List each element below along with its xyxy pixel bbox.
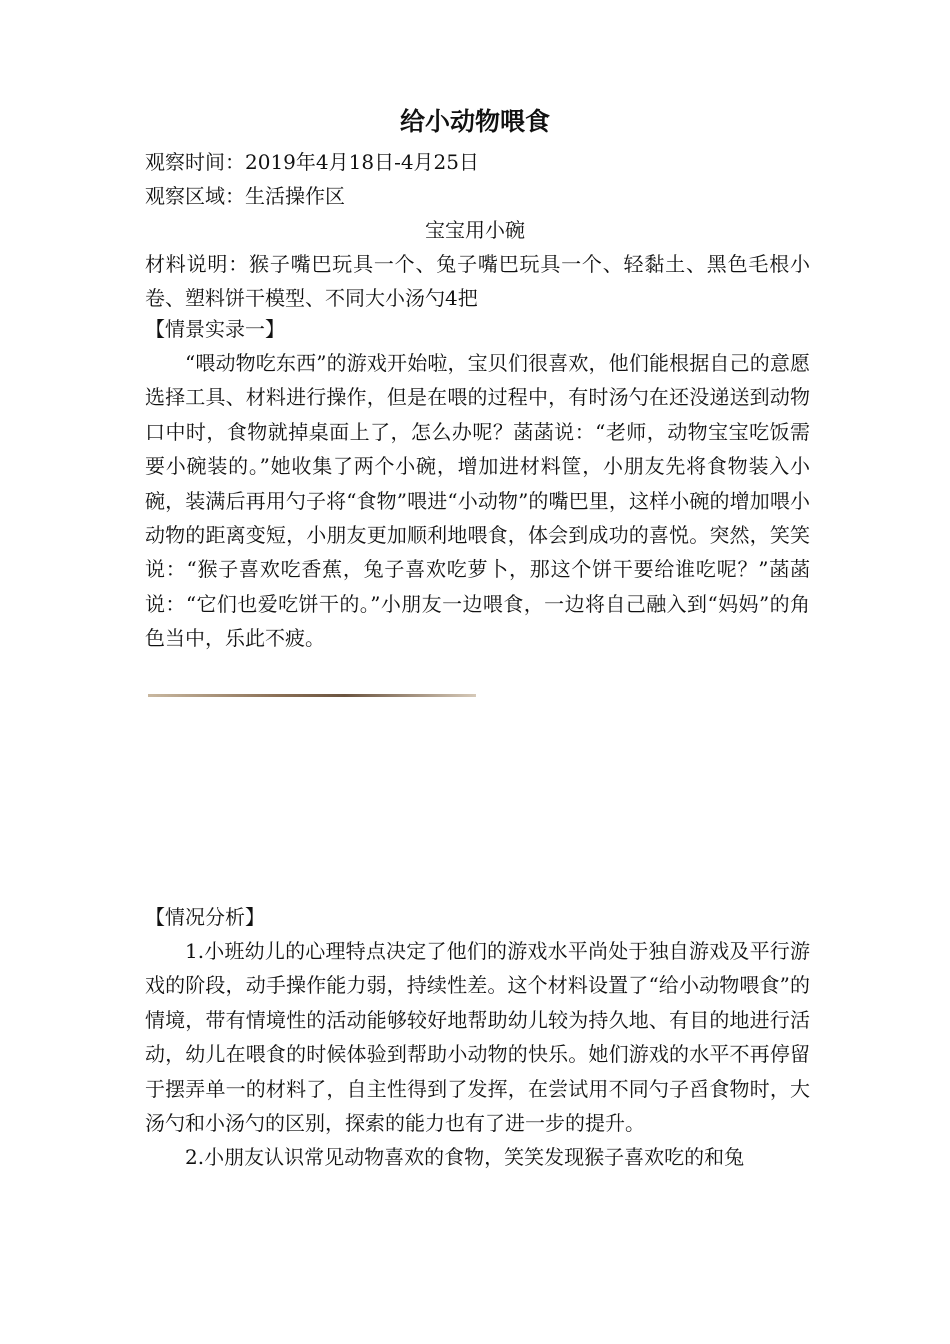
record-section	[145, 346, 810, 656]
observation-time: 观察时间：2019年4月18日-4月25日	[145, 150, 480, 174]
observation-area: 观察区域：生活操作区	[145, 184, 345, 208]
divider-line	[148, 694, 476, 697]
materials-description: 材料说明：猴子嘴巴玩具一个、兔子嘴巴玩具一个、轻黏土、黑色毛根小卷、塑料饼干模型、不同大小汤勺4把	[145, 252, 810, 311]
analysis-section	[145, 934, 810, 1175]
document-title: 给小动物喂食	[399, 107, 550, 136]
analysis-paragraph-1: 1.小班幼儿的心理特点决定了他们的游戏水平尚处于独自游戏及平行游戏的阶段，动手操作能力弱，持续性差。这个材料设置了“给小动物喂食”的情境，带有情境性的活动能够较好地帮助幼儿较为持久地、有目的地进行活动，幼儿在喂食的时候体验到帮助小动物的快乐。她们游戏的水平不再停留于摆弄单一的材料了，自主性得到了发挥，在尝试用不同勺子舀食物时，大汤勺和小汤勺的区别，探索的能力也有了进一步的提升。	[145, 939, 810, 1136]
record-paragraph: “喂动物吃东西”的游戏开始啦，宝贝们很喜欢，他们能根据自己的意愿选择工具、材料进行操作，但是在喂的过程中，有时汤勺在还没递送到动物口中时，食物就掉桌面上了，怎么办呢？菡菡说：“老师，动物宝宝吃饭需要小碗装的。”她收集了两个小碗，增加进材料筐，小朋友先将食物装入小碗，装满后再用勺子将“食物”喂进“小动物”的嘴巴里，这样小碗的增加喂小动物的距离变短，小朋友更加顺利地喂食，体会到成功的喜悦。突然，笑笑说：“猴子喜欢吃香蕉，兔子喜欢吃萝卜，那这个饼干要给谁吃呢？”菡菡说：“它们也爱吃饼干的。”小朋友一边喂食，一边将自己融入到“妈妈”的角色当中，乐此不疲。	[145, 351, 810, 651]
section-subtitle: 宝宝用小碗	[425, 218, 525, 242]
record-heading: 【情景实录一】	[145, 317, 285, 341]
analysis-heading: 【情况分析】	[145, 905, 265, 929]
analysis-paragraph-2: 2.小朋友认识常见动物喜欢的食物，笑笑发现猴子喜欢吃的和兔	[185, 1145, 745, 1170]
